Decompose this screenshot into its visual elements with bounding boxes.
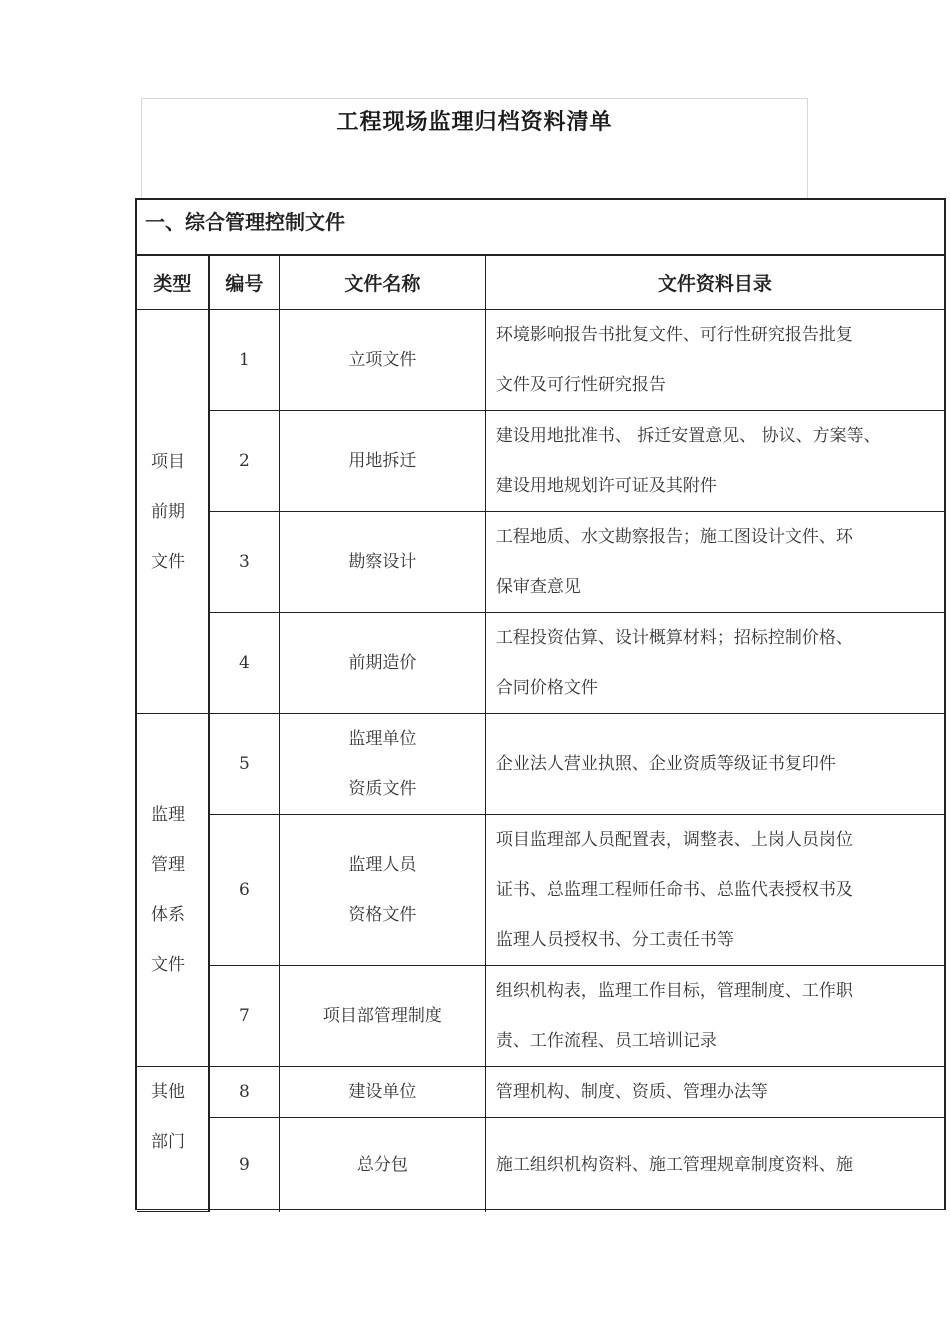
file-name-cell	[279, 310, 485, 411]
type-cell	[137, 714, 209, 1067]
directory-line: 建设用地批准书、 拆迁安置意见、 协议、方案等、	[495, 426, 881, 446]
type-line: 前期	[151, 501, 185, 522]
file-name-line: 勘察设计	[348, 552, 417, 572]
type-line: 体系	[151, 905, 185, 925]
file-directory-cell	[485, 966, 944, 1067]
type-line: 文件	[151, 551, 185, 572]
file-name-line: 用地拆迁	[348, 451, 417, 471]
type-line: 部门	[151, 1132, 185, 1152]
directory-line: 保审查意见	[495, 577, 581, 597]
file-directory-cell	[485, 512, 944, 613]
file-name-line: 资质文件	[348, 779, 417, 799]
file-name-line: 监理人员	[348, 855, 417, 875]
file-name-line: 建设单位	[348, 1082, 417, 1102]
file-directory-cell	[485, 714, 944, 815]
directory-line: 文件及可行性研究报告	[495, 375, 666, 395]
type-cell	[137, 310, 209, 714]
number-cell: 4	[209, 613, 280, 714]
file-name-line: 总分包	[356, 1154, 408, 1175]
number-cell: 9	[209, 1118, 280, 1212]
file-name-line: 资格文件	[348, 905, 417, 925]
number-cell: 8	[209, 1067, 280, 1118]
header-file-name: 文件名称	[279, 256, 485, 310]
file-name-cell	[279, 613, 485, 714]
file-name-cell	[279, 815, 485, 966]
section-heading: 一、综合管理控制文件	[137, 200, 944, 255]
file-name-line: 前期造价	[348, 653, 417, 673]
table-row	[137, 966, 944, 1067]
type-line: 监理	[151, 805, 185, 825]
header-type: 类型	[137, 256, 209, 310]
file-name-cell	[279, 966, 485, 1067]
file-directory-cell	[485, 310, 944, 411]
directory-line: 施工组织机构资料、施工管理规章制度资料、施	[495, 1154, 853, 1175]
number-cell: 5	[209, 714, 280, 815]
file-directory-cell	[485, 1067, 944, 1118]
table-row	[137, 714, 944, 815]
file-name-line: 项目部管理制度	[322, 1006, 442, 1026]
table-row	[137, 411, 944, 512]
title-box	[141, 98, 808, 198]
file-name-cell	[279, 1118, 485, 1212]
file-directory-cell	[485, 815, 944, 966]
file-name-line: 监理单位	[348, 729, 417, 749]
archive-table-sheet	[135, 198, 946, 1210]
directory-line: 管理机构、制度、资质、管理办法等	[495, 1082, 768, 1102]
directory-line: 项目监理部人员配置表，调整表、上岗人员岗位	[495, 830, 853, 850]
file-name-line: 立项文件	[348, 350, 417, 370]
archive-table	[137, 255, 944, 1212]
table-row	[137, 1118, 944, 1212]
file-directory-cell	[485, 613, 944, 714]
table-row	[137, 815, 944, 966]
table-row	[137, 512, 944, 613]
file-directory-cell	[485, 1118, 944, 1212]
table-row	[137, 310, 944, 411]
file-directory-cell	[485, 411, 944, 512]
number-cell: 1	[209, 310, 280, 411]
type-line: 文件	[151, 955, 185, 975]
type-cell	[137, 1067, 209, 1212]
type-line: 其他	[151, 1082, 185, 1102]
directory-line: 建设用地规划许可证及其附件	[495, 476, 717, 496]
header-number: 编号	[209, 256, 280, 310]
directory-line: 证书、总监理工程师任命书、总监代表授权书及	[495, 880, 853, 900]
file-name-cell	[279, 411, 485, 512]
directory-line: 工程地质、水文勘察报告；施工图设计文件、环	[495, 527, 853, 547]
header-file-directory: 文件资料目录	[485, 256, 944, 310]
directory-line: 工程投资估算、设计概算材料；招标控制价格、	[495, 628, 853, 648]
type-line: 项目	[151, 451, 185, 472]
number-cell: 3	[209, 512, 280, 613]
file-name-cell	[279, 512, 485, 613]
directory-line: 责、工作流程、员工培训记录	[495, 1031, 717, 1051]
file-name-cell	[279, 1067, 485, 1118]
document-title: 工程现场监理归档资料清单	[336, 110, 613, 135]
table-row	[137, 1067, 944, 1118]
directory-line: 监理人员授权书、分工责任书等	[495, 930, 734, 950]
type-line: 管理	[151, 855, 185, 875]
directory-line: 企业法人营业执照、企业资质等级证书复印件	[495, 754, 836, 774]
table-row	[137, 613, 944, 714]
directory-line: 环境影响报告书批复文件、可行性研究报告批复	[495, 325, 853, 345]
directory-line: 合同价格文件	[495, 678, 598, 698]
number-cell: 2	[209, 411, 280, 512]
file-name-cell	[279, 714, 485, 815]
directory-line: 组织机构表，监理工作目标，管理制度、工作职	[495, 981, 853, 1001]
number-cell: 6	[209, 815, 280, 966]
header-row	[137, 256, 944, 310]
number-cell: 7	[209, 966, 280, 1067]
